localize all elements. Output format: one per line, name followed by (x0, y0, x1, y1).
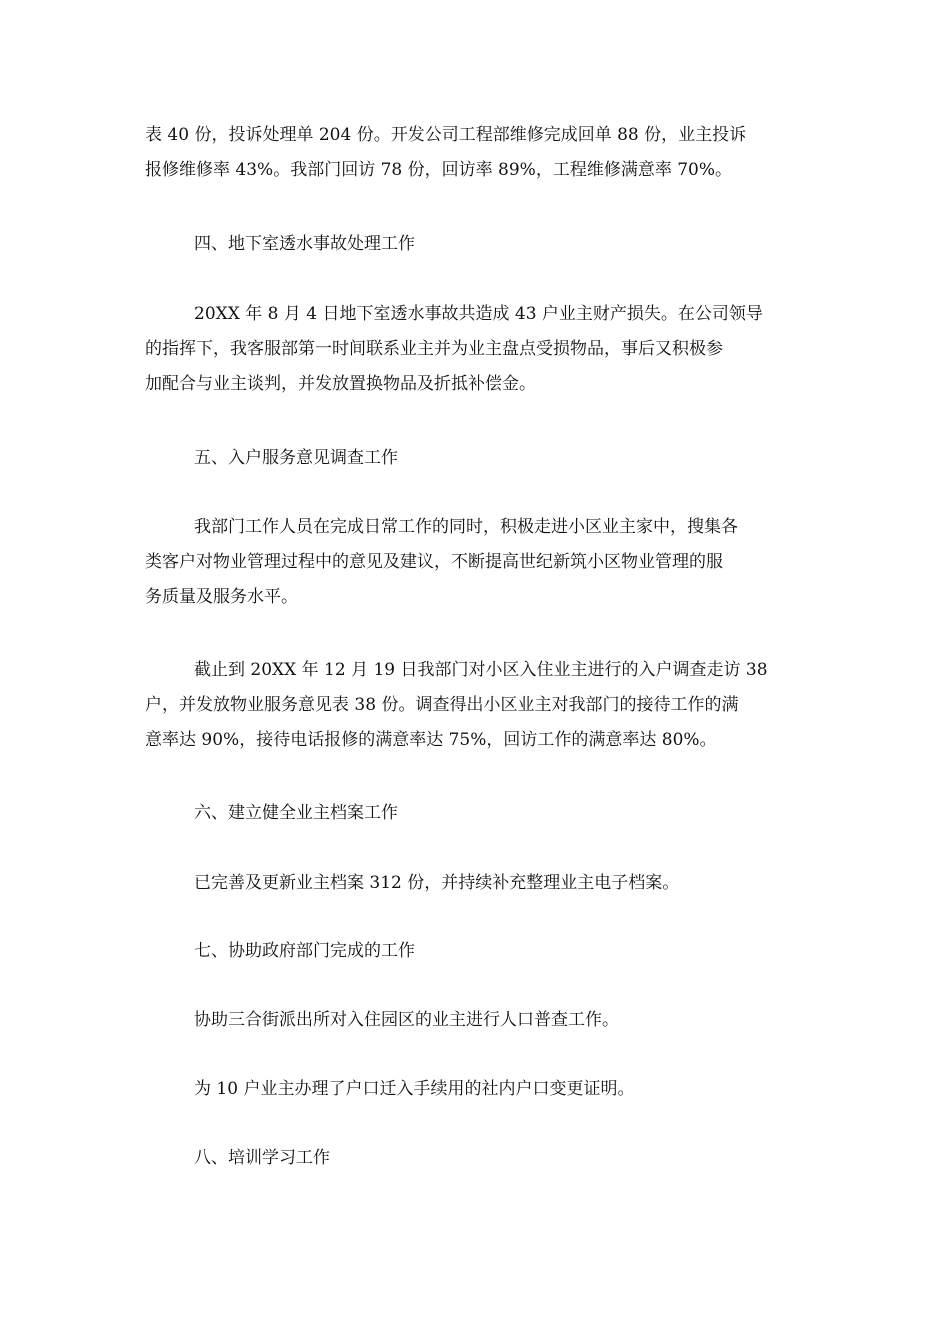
paragraph-survey-results (145, 653, 810, 758)
section-heading-7: 七、协助政府部门完成的工作 (194, 941, 415, 961)
text-line: 我部门工作人员在完成日常工作的同时，积极走进小区业主家中，搜集各 (194, 517, 738, 537)
paragraph-census-assist: 协助三合街派出所对入住园区的业主进行人口普查工作。 (194, 1010, 619, 1030)
text-line: 截止到 20XX 年 12 月 19 日我部门对小区入住业主进行的入户调查走访 38 (194, 660, 768, 680)
text-line: 加配合与业主谈判，并发放置换物品及折抵补偿金。 (145, 374, 536, 394)
paragraph-survey-work (145, 510, 810, 615)
text-line: 报修维修率 43%。我部门回访 78 份，回访率 89%，工程维修满意率 70%。 (145, 160, 733, 180)
section-heading-8: 八、培训学习工作 (194, 1148, 330, 1168)
text-line: 意率达 90%，接待电话报修的满意率达 75%，回访工作的满意率达 80%。 (145, 730, 717, 750)
paragraph-owner-files: 已完善及更新业主档案 312 份，并持续补充整理业主电子档案。 (194, 873, 680, 893)
text-line: 表 40 份，投诉处理单 204 份。开发公司工程部维修完成回单 88 份，业主投诉 (145, 125, 747, 145)
section-heading-5: 五、入户服务意见调查工作 (194, 448, 398, 468)
section-heading-6: 六、建立健全业主档案工作 (194, 803, 398, 823)
paragraph-household-registration: 为 10 户业主办理了户口迁入手续用的社内户口变更证明。 (194, 1079, 635, 1099)
section-heading-4: 四、地下室透水事故处理工作 (194, 234, 415, 254)
paragraph-complaint-stats (145, 118, 810, 188)
text-line: 务质量及服务水平。 (145, 587, 298, 607)
text-line: 户，并发放物业服务意见表 38 份。调查得出小区业主对我部门的接待工作的满 (145, 695, 739, 715)
text-line: 类客户对物业管理过程中的意见及建议，不断提高世纪新筑小区物业管理的服 (145, 552, 723, 572)
text-line: 的指挥下，我客服部第一时间联系业主并为业主盘点受损物品，事后又积极参 (145, 339, 723, 359)
paragraph-basement-leak (145, 297, 810, 402)
text-line: 20XX 年 8 月 4 日地下室透水事故共造成 43 户业主财产损失。在公司领导 (194, 304, 763, 324)
